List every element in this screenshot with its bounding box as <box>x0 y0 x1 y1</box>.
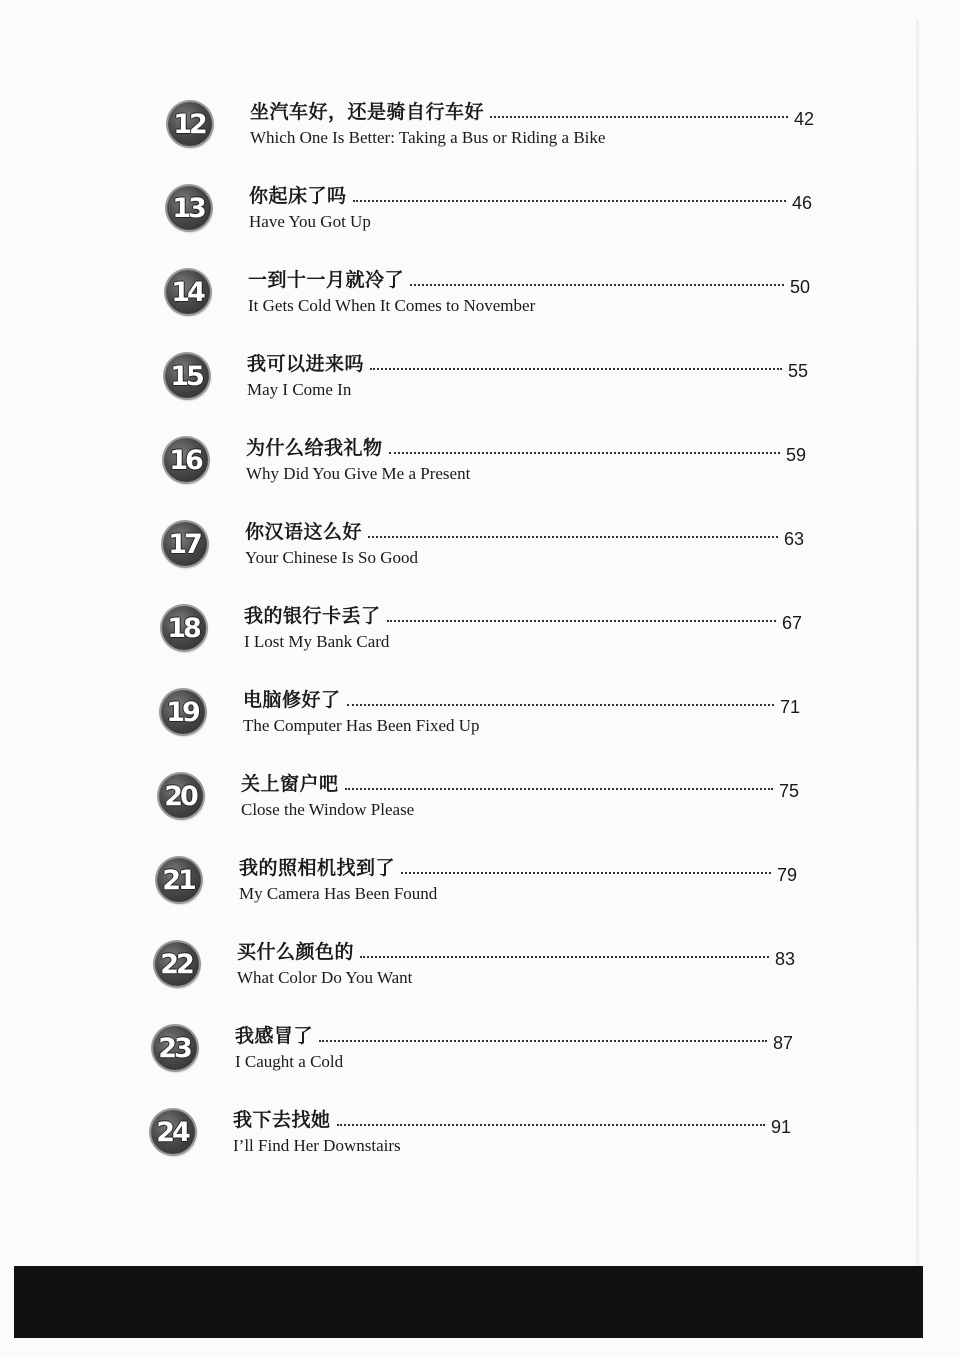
toc-entry-22[interactable] <box>155 940 795 1010</box>
page-number: 63 <box>783 529 804 549</box>
english-title: My Camera Has Been Found <box>239 884 438 903</box>
lesson-number: 15 <box>170 360 202 392</box>
chinese-title: 我的银行卡丢了 <box>244 605 381 627</box>
dot-leader <box>319 1039 767 1042</box>
toc-entry-19[interactable] <box>161 688 800 758</box>
lesson-number-badge <box>162 606 206 650</box>
page-edge-shadow <box>916 20 919 1270</box>
toc-entry-15[interactable] <box>165 352 808 422</box>
page-number: 79 <box>776 865 797 885</box>
chinese-title-line <box>233 1102 791 1137</box>
chinese-title-line <box>250 94 814 129</box>
chinese-title: 电脑修好了 <box>243 689 341 711</box>
page-number: 67 <box>781 613 802 633</box>
chinese-title: 你汉语这么好 <box>245 521 363 543</box>
chinese-title-line <box>241 766 799 801</box>
chinese-title: 买什么颜色的 <box>237 941 355 963</box>
chinese-title-line <box>246 430 806 465</box>
dot-leader <box>389 451 780 454</box>
dot-leader <box>353 199 786 202</box>
lesson-number: 12 <box>173 108 205 140</box>
lesson-number-badge <box>166 270 210 314</box>
dot-leader <box>410 283 784 286</box>
page-number: 87 <box>772 1033 793 1053</box>
page-number: 75 <box>778 781 799 801</box>
chinese-title-line <box>235 1018 793 1053</box>
lesson-number: 17 <box>168 528 200 560</box>
dot-leader <box>387 619 776 622</box>
lesson-number-badge <box>157 858 201 902</box>
lesson-number-badge <box>165 354 209 398</box>
lesson-number: 24 <box>156 1116 188 1148</box>
page-number: 83 <box>774 949 795 969</box>
english-title: The Computer Has Been Fixed Up <box>243 716 480 735</box>
chinese-title-line <box>247 346 808 381</box>
chinese-title: 你起床了吗 <box>249 185 347 207</box>
chinese-title-line <box>249 178 812 213</box>
dot-leader <box>368 535 778 538</box>
english-title: Your Chinese Is So Good <box>245 548 419 567</box>
dot-leader <box>401 871 771 874</box>
dot-leader <box>490 115 788 118</box>
toc-entry-20[interactable] <box>159 772 799 842</box>
chinese-title-line <box>237 934 795 969</box>
toc-entry-17[interactable] <box>163 520 804 590</box>
english-title: May I Come In <box>247 380 352 399</box>
english-title: What Color Do You Want <box>237 968 413 987</box>
dot-leader <box>347 703 774 706</box>
lesson-number: 14 <box>171 276 203 308</box>
toc-entry-12[interactable] <box>168 100 814 170</box>
lesson-number: 16 <box>169 444 201 476</box>
page-number: 91 <box>770 1117 791 1137</box>
english-title: Which One Is Better: Taking a Bus or Riding a Bike <box>250 128 606 147</box>
dot-leader <box>345 787 773 790</box>
chinese-title: 一到十一月就冷了 <box>248 269 405 291</box>
toc-entry-14[interactable] <box>166 268 810 338</box>
chinese-title: 为什么给我礼物 <box>246 437 383 459</box>
scan-bottom-border <box>14 1266 923 1338</box>
chinese-title: 我的照相机找到了 <box>239 857 396 879</box>
english-title: I Lost My Bank Card <box>244 632 390 651</box>
lesson-number-badge <box>151 1110 195 1154</box>
lesson-number-badge <box>168 102 212 146</box>
lesson-number: 18 <box>167 612 199 644</box>
toc-entry-13[interactable] <box>167 184 812 254</box>
chinese-title-line <box>239 850 797 885</box>
chinese-title: 我下去找她 <box>233 1109 331 1131</box>
toc-entry-23[interactable] <box>153 1024 793 1094</box>
toc-entry-24[interactable] <box>151 1108 791 1178</box>
lesson-number-badge <box>155 942 199 986</box>
lesson-number-badge <box>161 690 205 734</box>
lesson-number-badge <box>164 438 208 482</box>
lesson-number: 19 <box>166 696 198 728</box>
lesson-number-badge <box>167 186 211 230</box>
chinese-title: 坐汽车好，还是骑自行车好 <box>250 101 485 123</box>
page-number: 55 <box>787 361 808 381</box>
lesson-number-badge <box>163 522 207 566</box>
chinese-title-line <box>244 598 802 633</box>
lesson-number: 22 <box>160 948 192 980</box>
toc-entry-16[interactable] <box>164 436 806 506</box>
english-title: Close the Window Please <box>241 800 415 819</box>
lesson-number-badge <box>153 1026 197 1070</box>
chinese-title: 我可以进来吗 <box>247 353 365 375</box>
page-number: 46 <box>791 193 812 213</box>
chinese-title: 我感冒了 <box>235 1025 314 1047</box>
chinese-title-line <box>245 514 804 549</box>
toc-entry-21[interactable] <box>157 856 797 926</box>
dot-leader <box>370 367 782 370</box>
page-number: 59 <box>785 445 806 465</box>
page-number: 42 <box>793 109 814 129</box>
lesson-number: 13 <box>172 192 204 224</box>
lesson-number: 21 <box>162 864 194 896</box>
chinese-title: 关上窗户吧 <box>241 773 339 795</box>
toc-entry-18[interactable] <box>162 604 802 674</box>
dot-leader <box>337 1123 765 1126</box>
english-title: I Caught a Cold <box>235 1052 344 1071</box>
english-title: It Gets Cold When It Comes to November <box>248 296 536 315</box>
english-title: Why Did You Give Me a Present <box>246 464 471 483</box>
chinese-title-line <box>243 682 800 717</box>
page-number: 50 <box>789 277 810 297</box>
lesson-number: 20 <box>164 780 196 812</box>
english-title: Have You Got Up <box>249 212 371 231</box>
lesson-number-badge <box>159 774 203 818</box>
chinese-title-line <box>248 262 810 297</box>
page-number: 71 <box>779 697 800 717</box>
english-title: I’ll Find Her Downstairs <box>233 1136 401 1155</box>
lesson-number: 23 <box>158 1032 190 1064</box>
dot-leader <box>360 955 769 958</box>
